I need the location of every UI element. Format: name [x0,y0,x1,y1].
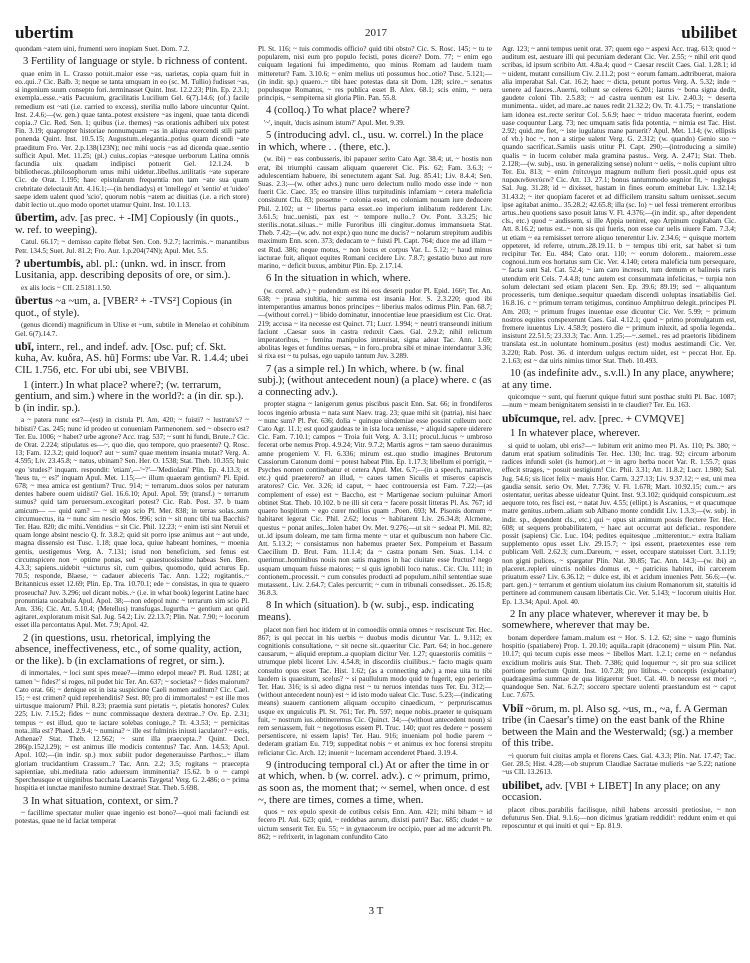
running-head-right: ubilibet [681,23,737,42]
continued-citation: Agr. 123; ~ anni tempus uenit orat. 37; quem ego ~ aspexi Acc. trag. 613; quod ~ auditum est, aestuare illi qui pecuniam dederant Cic. Ver. 2.55; ~ nihil erit quod scribas, id ipsum scribito Att. 4.8a.4; quod ~ Caesar resciit Caes. Gal. 1.28.1; id ~ uident, mutant consilium Civ. 2.11.2; post ~ eorum famam..adtribuerat, maiora alia imperabat Sal. Cat. 16.2; haec ~ dicta, petunt portus Verg. A. 5.32; inde ~ uenere ad fauces..Auerni, tollunt se celeres 6.201; laurus ~ bona signa dedit, gaudete coloni Tib. 2.5.83; ~ ad castra uentum est Liv. 2.40.3; ~ deserta munimenta.. uidet, ad mare..ac naues redit 21.32.2; Ov. Tr. 4.1.75; ~ translatione iam idonea est..recte seritur Col. 5.6.9; haec ~ triduo macerata fuerint, eodem uase coquuntur Larg. 73; nec umquam satis fida potentia, ~ nimia est Tac. Hist. 2.92; quid..me fiet, ~ iste iugulatus mane paruerit? Apul. Met. 1.14; (w. ellipsis of vb.) hoc ~, non a stirpe ualent Verg. G. 2.312; (w. quando) Genio suo ~ quando sacrificat..Samiis uasis utitur Pl. Capt. 290;—(introducing a simile) qualis ~ in lucem coluber mala gramina pastus.. Verg. A. 2.471; Stat. Theb. 2.128;—(w. subj., usu. in generalizing sense) nolunt ~ uelis, ~ nolis cupiunt ultro Ter. Eu. 813; ~ enim ἐπίτευγμα magnum nullum fieri possit..quid opus est παρακινδυνεύειν? Cic. Att. 13. 27.1; bonus tantummodo segnior fit, ~ neglegas Sal. Jug. 31.28; id ~ dixisset, hastam in fines eorum emittebat Liv. 1.32.14; 31.43.2; ~ iter quopiam faceret et ad difficilem transitu saltum uenisset..secum ipse agitabat animo.. 35.28.2; 42.65.8; illa (sc. Io) ~ uel fessi tremerent erroribus artus..heu quotiens saxo posuit latus V. Fl. 4.376;—(in indir. sp., after dependent cls., etc.) quod ~ audissem, si ille Appia ueniret, ego Arpinum cogitabam Cic. Att. 8.16.2; uetus est..~ non sis qui fueris, non esse cur uelis uiuere Fam. 7.3.4; ut etiam ~ ea remisisset terrore aliquo tenerentur Liv. 2.34.6; ~ quisque mortem oppeteret, id referre, utrum..28.19.11. b ~ tempus tibi erit, sat habet si tum recipitur Ter. Eu. 484; Cato orat. 110; ~ eorum dolorem.. maiorem..esse cognoui..tum eos hortatus sum Cic. Ver. 4.140; cetera maleficia tum persequare, ~ facta sunt Sal. Cat. 52.4; ~ iam caro increscit, tum demum et balineis raris utendum erit Cels. 7.4.4.8; tunc autem est consummata infelicitas, ~ turpia non solum delectant sed etiam placent Sen. Ep. 39.6; 89.19; sed ~ aliquantum processeris, tum denique..sequitur quaedam discendi uoluptas insatiabilis Gel. 16.8.16. c ~ primum terram tetigimus, continuo Amphitruo delegit..principes Pl. Am. 203; ~ primum fruges inuentae esse dicuntur Cic. Ver. 5.99; ~ primum nostros equites conspexerunt Caes. Gal. 4.12.1; quod ~ primo promulgatum est, fremere iuuentus Liv. 4.58.9; postero die ~ primum inluxit, ad spolia legenda.. insistunt 22.51.5; 23.33.3; Tac. Ann. 1.25;—~..semel.. res ad praetoris libidinem translata est..in uoluntate hominum..positus (est) modus aestimandi Cic. Ver. 3.220; Rab. Post. 36. d interdum uulgus rectum uidet, est ~ peccat Hor. Ep. 2.1.63; est ~ dat uiris nimius timor Stat. Theb. 10.493. [502,45,736,365]
dictionary-entry-heading [15,296,249,319]
citation-block: (w. correl. adv.) ~ pudendum est ibi eos deserit pudor Pl. Epid. 166²; Ter. An. 638; ~ praua stultitia, hic summa est insania Hor. S. 2.3.220; quod ibi intemperantius amamus bonos principes ~ liberius malos odimus Plin. Pan. 68.7;—(without correl.) ~ libido dominatur, innocentiae leue praesidium est Cic. Orat. 219; accusa ~ ita necesse est Quinct. 71; Lucr. 1.994; ~ neutri transeundi initium faciunt ..Caesar suos in castra reduxit Caes. Gal. 2.9.2; nihil relictum imperatoribus, ~ femina manipulos interuisat, signa adeat Tac. Ann. 1.69; abolitas leges et funditus uersas, ~ in foro..probra sibi et minae intendantur 3.36; si rixa est ~ tu pulsas, ego uapulo tantum Juv. 3.289. [258,286,492,361]
running-head-left: ubertim [15,23,74,42]
dictionary-entry-heading [502,414,736,426]
dictionary-entry-heading [15,213,249,236]
dictionary-entry-heading [502,704,736,750]
entry-definition: rel. adv. [prec. + CVMQVE] [562,413,684,425]
continued-citation: Pl. St. 116; ~ tuis commodis officio? quid tibi obsto? Cic. S. Rosc. 145; ~ tu te popularem, nisi eum pro populo fecisti, potes dicere? Dom. 77; ~ enim ego cuiquam legationi fui impedimento, quo minus Romam ad laudem tuam mitteretur? Fam. 3.10.6; ~ enim melius uti possumus hoc..otio? Tusc. 5.121;—(in indir. sp.) quaero..~ tibi haec potestas data sit Dom. 128; scire..~ senatus populusque Romanus, ~ res publica esset B. Alex. 68.1; scis enim, ~ uera principis, ~ sempiterna sit gloria Plin. Pan. 55.8. [258,45,492,103]
citation-block: bonam deperdere famam..malum est ~ Hor. S. 1.2. 62; sine ~ uago fluminis hospitio (spatiabere) Prop. 1. 20.10; aquila..rapit (draconem) ~ uisum Plin. Nat. 10.17; qui tecum cupis esse meos ~ libellos Mart. 1.2.1; cerne en ~ nefandus excidium moliris auis Stat. Theb. 7.386; quid loquemur ~, sit pro sua scilicet portione perfectum Quint. Inst. 10.7.28; pro litibus..~ conceptis (exigebatur) quadragesima summae de qua litigaretur Suet. Cal. 40. b necesse est mori ~, quandoque Sen. Nat. 6.2.7; soccero spectare uolenti praestandum est ~ caput Luc. 7.675. [502,633,736,700]
sense-definition: 7 (as a simple rel.) In which, where. b (w. final subj.); (without antecedent noun) (a place) where. c (as a connecting adv.). [258,363,492,398]
citation-block: placet non fieri hoc itidem ut in comoediis omnia omnes ~ resciscunt Ter. Hec. 867; is qui peccat in his uerbis ~ duobus modis dicuntur Var. L. 9.112; ex cognitionis consultatione, ~ sit necne sit..quaeritur Cic. Part. 64; in hoc..genere causarum, ~ aliquid ereptum..a quopiam dicitur Ver. 1.27; quaestoriis comitiis ~ utrumque plebi liceret Liv. 4.54.8; in discordiis ciuilibus..~ facto magis quam consulto opus esset Tac. Hist. 1.62; (as a connecting adv.) a mea uita tu tibi laudem is quaesitum, scelus? ~ si paullulum modo quid te fugerit, ego perierim Ter. Hau. 316; is si adeo digna rest ~ tu neruos intendas tuos Ter. Eu. 312;—(without antecedent noun) est ~ id isto modo ualeat Cic. Tusc. 5.23;—(indicating means) suauem cantionem aliquam occupito cinaedicum, ~ perpruriscamus usque ex unguiculis Pl. St. 761; Ter. Ph. 597; neque nobis..praeter te quisquam fuit, ~ nostrum ius..obtineremus Cic. Quinct. 34;—(without antecedent noun) si rem seruassem, fuit ~ negotiosus essem Pl. Truc. 140; quot res dedere ~ possem persentiscere, ni essem lapis! Ter. Hau. 916; inueniam pol hodie parem ~ dederam gratiam Eu. 719; suppeditat nobis ~ et animus ex hoc forensi strepitu reficiatur Cic. Arch. 12; inuenit ~ lucernam accenderet Phaed. 3.19.4. [258,625,492,757]
headword: ? ubertumbis, [15,257,84,270]
headword: ubilibet, [502,779,543,792]
citation-block: '~', inquit, 'ducis asinum istum?' Apul. Met. 9.39. [264,119,405,128]
citation-block: ~i quorum fuit ciuitas ampla et florens Caes. Gal. 4.3.3; Plin. Nat. 17.47; Tac. Ger. 28.5; Hist. 4.28;—ob stuprum Claudiae Sacratae mulieris ~ae 5.22; natione ~us CIL 13.2613. [502,751,736,777]
entry-definition: interr., rel., and indef. adv. [Osc. puf; cf. Skt. kuha, Av. kuδra, AS. hū] Forms: ube Var. R. 1.4.4; ubei CIL 1.756, etc. For ubi ubi, see VBIVBI. [15,341,249,377]
sense-definition: 2 (in questions, usu. rhetorical, implying the absence, ineffectiveness, etc., of some quality, action, or the like). b (in exclamations of regret, or sim.). [15,632,242,667]
sense-definition: 3 Fertility of language or style. b richness of content. [23,56,248,68]
sense-definition: 4 (colloq.) To what place? where? [266,105,410,117]
sense-definition: 2 In any place whatever, wherever it may be. b somewhere, wherever that may be. [502,608,709,632]
column-left [15,45,249,895]
page-number: 2017 [365,27,387,39]
entry-definition: ~ōrum, m. pl. Also sg. ~us, m., ~a, f. A German tribe (in Caesar's time) on the east bank of the Rhine between the Main and the Westerwald; (sg.) a member of this tribe. [502,703,734,750]
headword: ubī, [15,340,34,353]
entry-definition: ~a ~um, a. [VBER² + -TVS²] Copious (in quot., of style). [15,296,232,319]
citation-block: (w. ibi) ~ eas conbusseris, ibi papauer serito Cato Agr. 38.4; ut, ~ hostis non erat, ibi triumphi causam aliquam quaereret Cic. Pis. 62; Fam. 3.6.3; ~ adulescentiam habuere, ibi senectutem agant Sal. Jug. 85.41; Liv. 8.4.4; Sen. Suas. 2.3;—(w. other advs.) nunc uero delectum nullo modo esse inde ~ non fuerit Cic. Caec. 35; eo transire illius turpitudinis infamiam ~ cetera maleficia consistunt Clu. 83; possetne ~ colonia esset, eo coloniam nouam iure deducere Phil. 2.102; ut ~ libertus parta esset..eo imperium inlibatum redderent Liv. 3.61.5; huc..uenisti, pax est ~ tempore nullo..? Ov. Pont. 3.3.25; hic sterilis..notat..siluas..~ mille Furoribus illi cingitur..domus immansueta Stat. Theb. 7.42;—(w. adv. not expr.) quo nunc me ducis? ~ nolarum strepitum audibis maximum Enn. scen. 373; deducam te ~ fuisti Pl. Capt. 764; duce me ad illam ~ est Rud. 386; neque motus, ~ non locus et corpus Var. L. 5.12; ~ haud minus iacturae fuit, aliquot equites Romani cecidere Liv. 7.8.7; gestatio buxo aut rore marino, ~ deficit buxus, ambitur Plin. Ep. 2.17.14. [258,155,492,271]
sense-definition: 10 (as indefinite adv., s.v.ll.) In any place, anywhere; at any time. [502,367,734,391]
sense-definition: 5 (introducing advl. cl., usu. w. correl.) In the place in which, where . . (there, etc.). [258,130,484,153]
signature-mark: 3 T [368,905,384,917]
headword: ubīcumque, [502,412,560,425]
headword: ūbertim, [15,212,58,225]
entry-definition: abl. pl.: (unkn. wd. in inscr. from Lusitania, app. describing deposits of ore, or sim.). [15,258,231,282]
entry-definition: adv. [as prec. + -IM] Copiously (in quots., w. ref. to weeping). [15,213,239,236]
citation-block: placet cibus..parabilis facilisque, nihil habens arcessiti pretiosiue, ~ non defuturus Sen. Dial. 9.1.6;—non dicimus 'gratiam reddidit': reddunt enim et qui reposcuntur et qui inuiti et qui ~ Ep. 81.9. [502,805,736,831]
sense-definition: 1 In whatever place, wherever. [510,428,641,440]
citation-block: (genus dicendi) magnificum in Ulixe et ~um, subtile in Menelao et cohibitum Gel. 6(7).14.7. [15,321,249,338]
dictionary-entry-heading [15,342,249,377]
dictionary-entry-heading [15,259,249,282]
citation-block: ex alis locis ~ CIL 2.5181.1.50. [21,284,112,293]
sense-definition: 8 In which (situation). b (w. subj., esp. indicating means). [258,600,474,623]
citation-block: quae enim in L. Crasso potuit..maior esse ~as, uarietas, copia quam fuit in eo..qui..? Cic. Balb. 3; neque se tanta umquam in eo (sc. M. Tullio) fudisset ~as, si ingenium suum consepto fori..terminasset Quint. Inst. 12.2.23; Plin. Ep. 2.3.1; exempla..esse..~atis Pacuuium, gracilitatis Lucilium Gel. 6(7).14.6; (of.) facile remedium est ~ati (i.e. carried to excess), sterilia nullo labore uincuntur Quint. Inst. 2.4.6;—(w. gen.) quae tanta..potest exsistere ~as ingeni, quae tanta dicendi copia..? Cic. Red. Sen. 1; quibus (i.e. themes) ~as orationis adhiberi uix potest Fin. 3.19; quapropter historiae nonnumquam ~as in aliqua exercendi stili parte ponenda Quint. Inst. 10.5.15; Augustum..elegantia..potius quam dicendi ~ate praeditum Fro. Ver. 2.p.138(123N); nec mihi uocis ~as ad dicenda quae..sentio sufficit Apul. Met. 11.25; (pl.) cuius..copias ~atesque uerborum Latina omnis facundia uix quadam indipisci potuerit Gel. 12.1.24. b bibliothecas..philosophorum unus mihi uidetur..libellus..utilitatis ~ate superare Cic. de Orat. 1.195; haec epistularum frequentia non tam ~ate sua quam crebritate delectauit Att. 4.16.1;—(in hendiadys) et 'intellego' et 'sentio' et 'uideo' saepe idem ualent quod 'scio', quorum nobis ~atem ac diuitias (i.e. a rich store) dabit lectio ut..quo modo oportet utamur Quint. Inst. 10.1.13. [15,69,249,210]
page-header [15,23,737,45]
headword: ūbertus [15,295,53,308]
sense-definition: 6 In the situation in which, where. [266,273,411,285]
column-container [15,45,737,895]
continued-citation: quondam ~atem uini, frumenti uero inopiam Suet. Dom. 7.2. [15,45,190,53]
citation-block: propter stagna ~ lanigerum genus piscibus pascit Enn. Sat. 66; in frondiferos locos ingenio arbusta ~ nata sunt Naev. trag. 23; quae mihi sit (patria), nisi haec ~ nunc sum? Pl. Per. 636; dolia ~ quinque uindemiae esse possint culleum uocc Cato Agr. 11.1; est quod gaudeas te in ista loca uenisse, ~ aliquid sapere uiderere Cic. Fam. 7.10.1; campos ~ Troia fuit Verg. A. 3.11; procul..lucus ~ umbroso fecerat orbe nemus Prop. 4.9.24; Vitr. 9.7.2; Martis agros ~ tam saeuo durauimus amne progeniem V. Fl. 6.336; mirum est..quo studio imagines Brutorum Cassiorum Catonum domi ~ potest habeat Plin. Ep. 1.17.3; libellum ei porrigit, ~ Psyches nomen continebatur et cetera Apul. Met. 6.7;—(in a speech, narrative, etc.) quid praeterero? an illud, ~ caues tamen Siculis et miseros capiscis aratores? Cic. Ver. 3.26; id caput, ~ haec controuersia est Fam. 7.22;—(as complement of esse) est ~ Baccho, est ~ Martigenae socium puluinar Amori obtinet Stat. Theb. 10.102. b ne illi sit cera ~ facere possit litteras Pl. As. 767; id quaero hospitium ~ ego curer mollius quam ..Poen. 693; M. Pisonis domum ~ habitaret legerat Cic. Phil. 2.62; locus ~ habitarent Liv. 26.34.8; Alcmene, questus ~ ponat aniles,..Iolen habet Ov. Met. 9.276;—ut sit ~ sedeat Pl. Mil. 82; ut..id ipsum doleam, me tam firma mente ~ utar et quibuscum non habere Cic. Att. 5.13.2; ~ consistamus non habemus praeter Sex. Pompeium et Bassum Caecilium D. Brut. Fam. 11.1.4; da ~ castra ponam Sen. Suas. 1.14. c querimur..hominibus nouis non satis magnos in hac ciuitate esse fructus? nego usquam umquam fuisse maiores; ~ si quis ignobili loco natus.. Cic. Clu. 111; in contionem..processit. ~ cum consules producti ad populum..nihil sententiae suae mutassent.. Liv. 2.64.7; Cales percurrit; ~ cum in tribunali consedisset.. 26.15.8; 36.8.3. [258,400,492,598]
citation-block: a ~ patera nunc est?—(est) in cistula Pl. Am. 420; ~ fuisti? ~ lustratu's? ~ bibisti? Cas. 245; nunc id prodeo ut conueniam Parmenonem. sed ~ obsecro est? Ter. Eu. 1006; ~ habet? urbe agrone? Acc. trag. 537; ~ sunt hi fundi, Brute..? Cic. de Orat. 2.224; stipulatus es—~, quo die, quo tempore, quo praesente? Q. Rosc. 13; Fam. 12.3.2; quid loquor? aut ~ sum? quae mentem insania mutat? Verg. A. 4.595; Liv. 23.45.8; ~ natus, ubinam? Sen. Her. O. 1538; Stat. Theb. 10.355; huic ego 'studes?' inquam. respondit: 'etiam',—'~?'—'Mediolani' Plin. Ep. 4.13.3; et 'heus tu, ~ es?' inquam Apul. Met. 1.15;—~ illum quaeram gentium? Pl. Epid. 678; ~ mea amica est gentium? Truc. 914; ~ terrarum..duos solos per naturam dentes habere ouem uidisti? Gel. 16.6.10; Apul. Apol. 59; (transf.) ~ terrarum sumus? quid tam peruersum..excogitari potest? Cic. Rab. Post. 37. b tuam amicum— — quid eam? — ~ sit ego scio Pl. Mer. 838; in terras solas..sum circumuectus, ita ~ nunc sim nescio Mos. 996; scin ~ sit nunc tibi tua Bacchis? Ter. Hau. 820; dic mihi..Ventidius ~ sit Cic. Phil. 12.23; ~ enim isti sint Neruii et quam longe absint nescio Q. fr. 3.8.2; quid sit porro ipse animus aut ~ aut unde, magna dissensio est Tusc. 1.18; quae loca, quiue habeant homines, ~ moenia gentis, uestigemus Verg. A. 7.131; istud non beneficium, sed fenus est circumspicere non ~ optime ponas, sed ~ quaestuosissime habeas Sen. Ben. 4.3.3; sapiens..uidebit ~uicturus sit, cum quibus, quomodo, quid acturus Ep. 70.5; responde, Blaese, ~ cadauer abieceris Tac. Ann. 1.22; rogitantis..~ Britannicus esset 12.69; Plin. Ep. Tra. 10.70.1; ede ~ consistas, in qua te quaero proseucha? Juv. 3.296; uel dicant nobis..~ (i.e. in what book) legerint Latine haec pronuntiata uocabula Apul. Apol. 38;—non edepol nunc ~ terrarum sim scio Pl. Am. 336; Cic. Att. 5.10.4; (Metellus) transfugas..Iugurtha ~ gentium aut quid agitaret..exploratum misit Sal. Jug. 54.2; Liv. 22.13.7; Plin. Nat. 7.90; ~ locorum esset illa percontatus Apul. Met. 7.9; Apol. 42. [15,416,249,630]
citation-block: di inmortales, ~ loci sunt spes meae?—immo edepol meae? Pl. Rud. 1281; at tamen '~ fides?' si roges, nil pudet hic Ter. An. 637; ~ societas? ~ fides maiorum? Cato orat. 66; ~ denique est in ista suspicione Caeli nomen auditum? Cic. Cael. 15; ~ est crimen? quid reprehenditis? Sest. 80; pro di immortales! ~ est ille mos uirtusque maiorum? Phil. 8.23; praemia sunt pietatis ~, pietatis honores? Culex 225; Liv. 7.15.2; fides ~ nunc commissaque dextera dextrae..? Ov. Ep. 2.31; tempus ~ est illud, quo te iactare solebas coniuge..? Tr. 4.3.53; ~ pernicitas nota..illa est? Phaed. 2.9.4; ~ numina? ~ ille est fulminis iniusti iaculator? ~ estis, Athenae? Stat. Theb. 12.562; ~ sunt illa praecepta..? Quint. Decl. 286(p.152,l.29); ~ est animus ille modicis contentus? Tac. Ann. 14.53; Apul. Apol. 102;—(in indir. sp.) mox subiit pudor degenerauisse Parthos:..~ illam gloriam trucidantium Crassum..? Tac. Ann. 2.2; 3.5; rogitans ~ praecepta sapientiae, ubi..meditata ratio aduersum imminentia? 15.62. b o ~ campi Spercheusque et uirginibus bacchata Lacaenis Taygeta! Verg. G. 2.486; o ~ prima hospitia et iunctae manifesto numine dextrae! Stat. Theb. 5.698. [15,669,249,793]
citation-block: quicomque ~ sunt, qui fuerunt quique futuri sunt posthac stulti Pl. Bac. 1087;—num ~ meam benignitatem sensisti in te claudier? Ter. Eu. 163. [502,393,736,410]
column-middle [258,45,492,895]
headword: Vbiī [502,702,524,715]
citation-block: ~ facillime spectatur mulier quae ingenio est bono?—quoi mali faciundi est potestas, quae ne id faciat temperat [15,809,249,826]
citation-block: quos ~ rex epulo spexit de cotibus celsis Enn. Ann. 421; mihi bibam ~ id fecero Pl. Aul. 623; quid, ~ reddebas aurum, dixisti patri? Bac. 685; cludet ~ te uictum senserit Ter. Eu. 55; ~ in gynaeceum ire occipio, puer ad me adcurrit Ph. 862; ~ refrixerit, in lagonam confundito Cato [258,808,492,841]
sense-definition: 9 (introducing temporal cl.) At or after the time in or at which, when. b (w. correl. adv.). c ~ primum, primo, as soon as, the moment that; ~ semel, when once. d est ~, there are times, comes a time, when. [258,759,491,806]
dictionary-page [15,0,737,963]
sense-definition: 3 In what situation, context, or sim.? [23,795,179,807]
citation-block: Catul. 66.17; ~ demisso capite flebat Sen. Con. 9.2.7; lacrimis..~ manantibus Petr. 134.5; Suet. Jul. 81.2; Fro. Aur. 1.p.204(74N); Apul. Met. 5.5. [15,238,249,255]
column-right [502,45,736,895]
entry-definition: adv. [VBI + LIBET] In any place; on any occasion. [502,780,721,804]
dictionary-entry-heading [502,781,736,804]
sense-definition: 1 (interr.) In what place? where?; (w. terrarum, gentium, and sim.) where in the world?: a (in dir. sp.). b (in indir. sp.). [15,379,244,414]
citation-block: si quid te uolam, ubi eris?—~ lubitum erit animo meo Pl. As. 110; Ps. 380; ~ datum erat spatium solitudinis Ter. Hec. 130; Inc. trag. 92; circum arborum radices infundi solet (is humor)..et ~ in agro herba nocet Var. R. 1.55.7; quas effecit strages, ~ posuit uestigium! Cic. Phil. 3.31; Att. 11.8.2; Lucr. 1.980; Sal. Jug. 54.6; sis licet felix ~ mauis Hor. Carm. 3.27.13; Liv. 9.37.12; ~ est, uni mea gaudia sensit. serio Ov. Met. 7.736; V. Fl. 1.678; Mart. 10.92.15; cum..~ ars ostentatur, ueritas abesse uideatur Quint. Inst. 9.3.102; quidquid conspicuum..est aequore toto, res fisci est, ~ natat Juv. 4.55; (ellipt.) is Ascanius, ~ et quacumque matre genitus..urbem..aliam sub Albano monte condidit Liv. 1.3.3;—(w. subj. in indir. sp., dependent cls., etc.) qui ~ opus sit animum possis flectere Ter. Hec. 608; ut sequens probabilitatem, ~ haec aut occurrat aut deficiat.. respondere possit (sapiens) Cic. Luc. 104; pedites equitesque ..mitterentur..~ extra Italiam supplemento opus esset Liv. 29.15.7; ~ ipsi essent, praetexentes esse rem publicam Vell. 2.62.3; cum..Dareum, ~ esset, occupare statuisset Curt. 3.1.19; non gigni pulices, ~ spargatur Plin. Nat. 30.85; Tac. Ann. 14.3;—(w. ibi) an placeret..repleri uinctis nobiles domus et, ~ patricius habitet, ibi carcerem priuatum esse? Liv. 6.36.12; ~ dulce est, ibi et acidum inuenies Petr. 56.6;—(w. part. gen.) ~ terrarum et gentium uiolatum ius ciuium Romanorum sit, statuitis id pertinere ad communem causam libertatis Cic. Ver. 5.143; ~ locorum uiuitis Hor. Ep. 1.3.34; Apul. Apol. 40. [502,441,736,606]
